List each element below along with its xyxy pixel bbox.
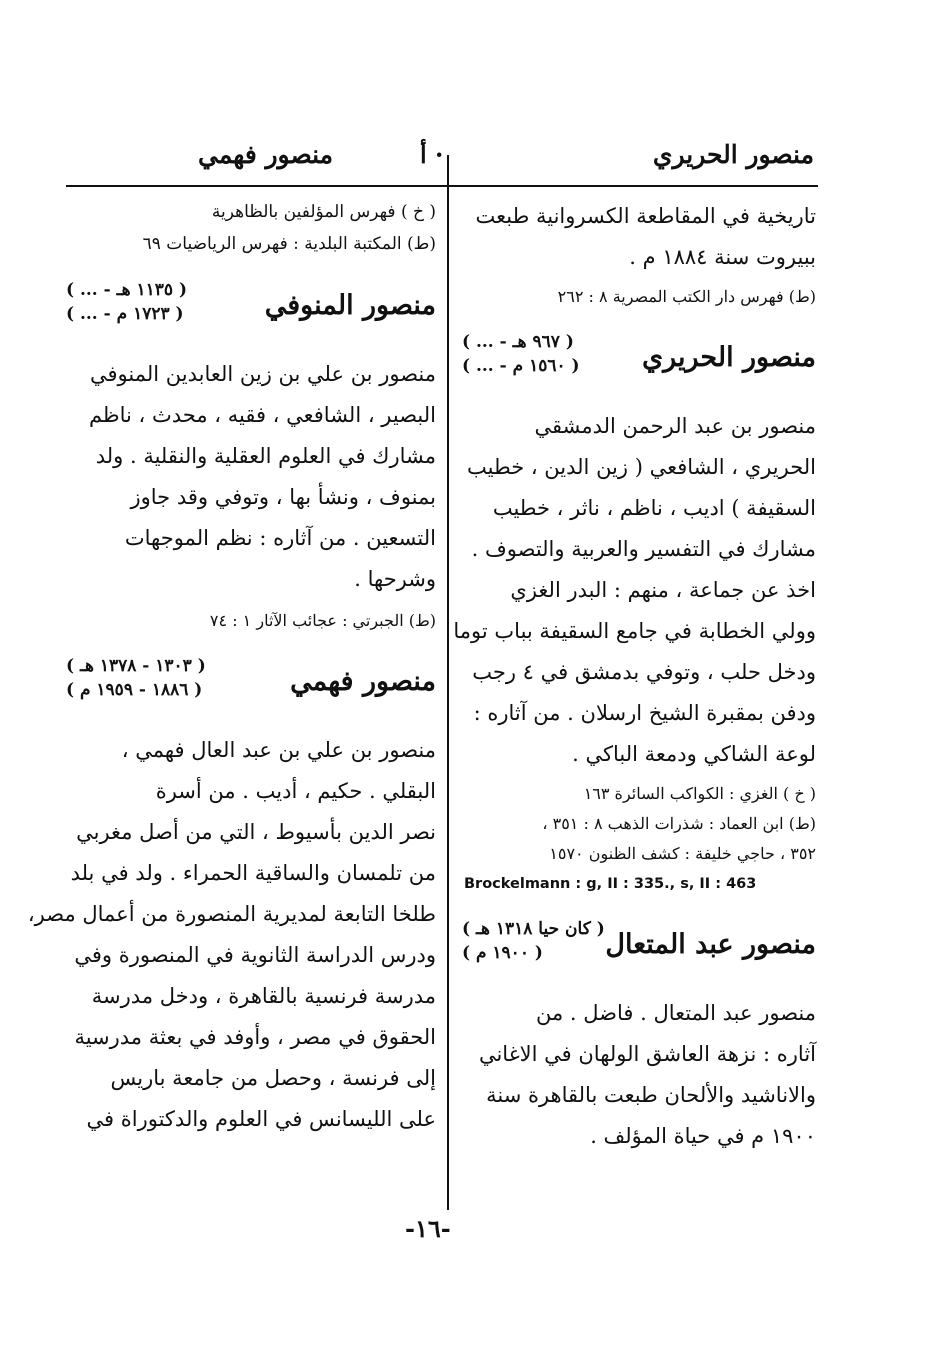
running-header-left: منصور فهمي (198, 140, 334, 169)
text-line: تاريخية في المقاطعة الكسروانية طبعت (475, 204, 816, 228)
text-line: من تلمسان والساقية الحمراء . ولد في بلد (70, 861, 436, 885)
text-line: الحريري ، الشافعي ( زين الدين ، خطيب (467, 455, 816, 479)
entry-name: منصور المنوفي (264, 290, 436, 321)
text-line: مشارك في العلوم العقلية والنقلية . ولد (95, 444, 436, 468)
reference-line: (ط) المكتبة البلدية : فهرس الرياضيات ٦٩ (142, 234, 436, 254)
dates-hijri: ( ... - ٩٦٧ هـ ) (462, 332, 574, 352)
text-line: السقيفة ) اديب ، ناظم ، ناثر ، خطيب (492, 496, 816, 520)
text-line: منصور بن عبد الرحمن الدمشقي (534, 414, 816, 438)
text-line: نصر الدين بأسيوط ، التي من أصل مغربي (76, 820, 436, 844)
text-line: البقلي . حكيم ، أديب . من أسرة (155, 779, 436, 803)
text-line: وولي الخطابة في جامع السقيفة بباب توما (453, 619, 816, 643)
entry-heading (462, 915, 816, 983)
dates-hijri: ( ١٣٠٣ - ١٣٧٨ هـ ) (66, 656, 206, 676)
right-column (453, 196, 816, 1157)
text-line: بمنوف ، ونشأ بها ، وتوفي وقد جاوز (130, 485, 436, 509)
running-header-right: منصور الحريري (652, 140, 814, 169)
entry-dates (462, 917, 605, 965)
text-line: والاناشيد والألحان طبعت بالقاهرة سنة (486, 1083, 816, 1107)
text-line: اخذ عن جماعة ، منهم : البدر الغزي (510, 578, 816, 602)
text-line: إلى فرنسة ، وحصل من جامعة باريس (110, 1066, 436, 1090)
header-rule (66, 185, 818, 187)
entry-dates (66, 654, 206, 702)
dates-gregorian: ( ... - ١٥٦٠ م ) (462, 356, 580, 376)
text-line: ودرس الدراسة الثانوية في المنصورة وفي (74, 943, 436, 967)
text-line: لوعة الشاكي ودمعة الباكي . (572, 742, 816, 766)
entry-name: منصور فهمي (290, 666, 436, 697)
text-line: ودخل حلب ، وتوفي بدمشق في ٤ رجب (472, 660, 816, 684)
dates-gregorian: ( ... - ١٧٢٣ م ) (66, 304, 184, 324)
text-line: آثاره : نزهة العاشق الولهان في الاغاني (478, 1042, 816, 1066)
reference-line: ( خ ) الغزي : الكواكب السائرة ١٦٣ (583, 784, 816, 803)
entry-heading (66, 276, 436, 344)
text-line: منصور بن علي بن زين العابدين المنوفي (89, 362, 436, 386)
left-column (27, 196, 436, 1140)
text-line: ١٩٠٠ م في حياة المؤلف . (590, 1124, 816, 1148)
text-line: التسعين . من آثاره : نظم الموجهات (124, 526, 436, 550)
text-line: على الليسانس في العلوم والدكتوراة في (86, 1107, 436, 1131)
text-line: منصور بن علي بن عبد العال فهمي ، (121, 738, 436, 762)
entry-name: منصور الحريري (641, 342, 816, 373)
reference-line: ٣٥٢ ، حاجي خليفة : كشف الظنون ١٥٧٠ (549, 844, 816, 863)
text-line: ودفن بمقبرة الشيخ ارسلان . من آثاره : (473, 701, 816, 725)
reference-line: (ط) فهرس دار الكتب المصرية ٨ : ٢٦٢ (557, 287, 816, 306)
entry-name: منصور عبد المتعال (605, 929, 816, 960)
entry-dates (462, 330, 580, 378)
entry-heading (462, 328, 816, 396)
text-line: مدرسة فرنسية بالقاهرة ، ودخل مدرسة (91, 984, 436, 1008)
reference-line: ( خ ) فهرس المؤلفين بالظاهرية (211, 202, 436, 222)
entry-dates (66, 278, 187, 326)
reference-line: (ط) الجبرتي : عجائب الآثار ١ : ٧٤ (209, 611, 436, 630)
column-divider (447, 155, 449, 1210)
text-line: طلخا التابعة لمديرية المنصورة من أعمال مصر، (27, 902, 436, 926)
page-number: -١٦- (405, 1214, 451, 1243)
header-mark: أ · (420, 140, 444, 169)
dates-gregorian: ( ١٨٨٦ - ١٩٥٩ م ) (66, 680, 203, 700)
text-line: الحقوق في مصر ، وأوفد في بعثة مدرسية (74, 1025, 436, 1049)
reference-line: (ط) ابن العماد : شذرات الذهب ٨ : ٣٥١ ، (542, 814, 816, 833)
text-line: منصور عبد المتعال . فاضل . من (536, 1001, 816, 1025)
dates-gregorian: ( ١٩٠٠ م ) (462, 943, 543, 963)
dates-hijri: ( كان حيا ١٣١٨ هـ ) (462, 919, 605, 939)
text-line: وشرحها . (354, 567, 436, 591)
dates-hijri: ( ... - ١١٣٥ هـ ) (66, 280, 187, 300)
text-line: البصير ، الشافعي ، فقيه ، محدث ، ناظم (88, 403, 436, 427)
text-line: مشارك في التفسير والعربية والتصوف . (471, 537, 816, 561)
entry-heading (66, 652, 436, 720)
reference-latin: Brockelmann : g, II : 335., s, II : 463 (464, 876, 757, 892)
text-line: ببيروت سنة ١٨٨٤ م . (629, 245, 816, 269)
